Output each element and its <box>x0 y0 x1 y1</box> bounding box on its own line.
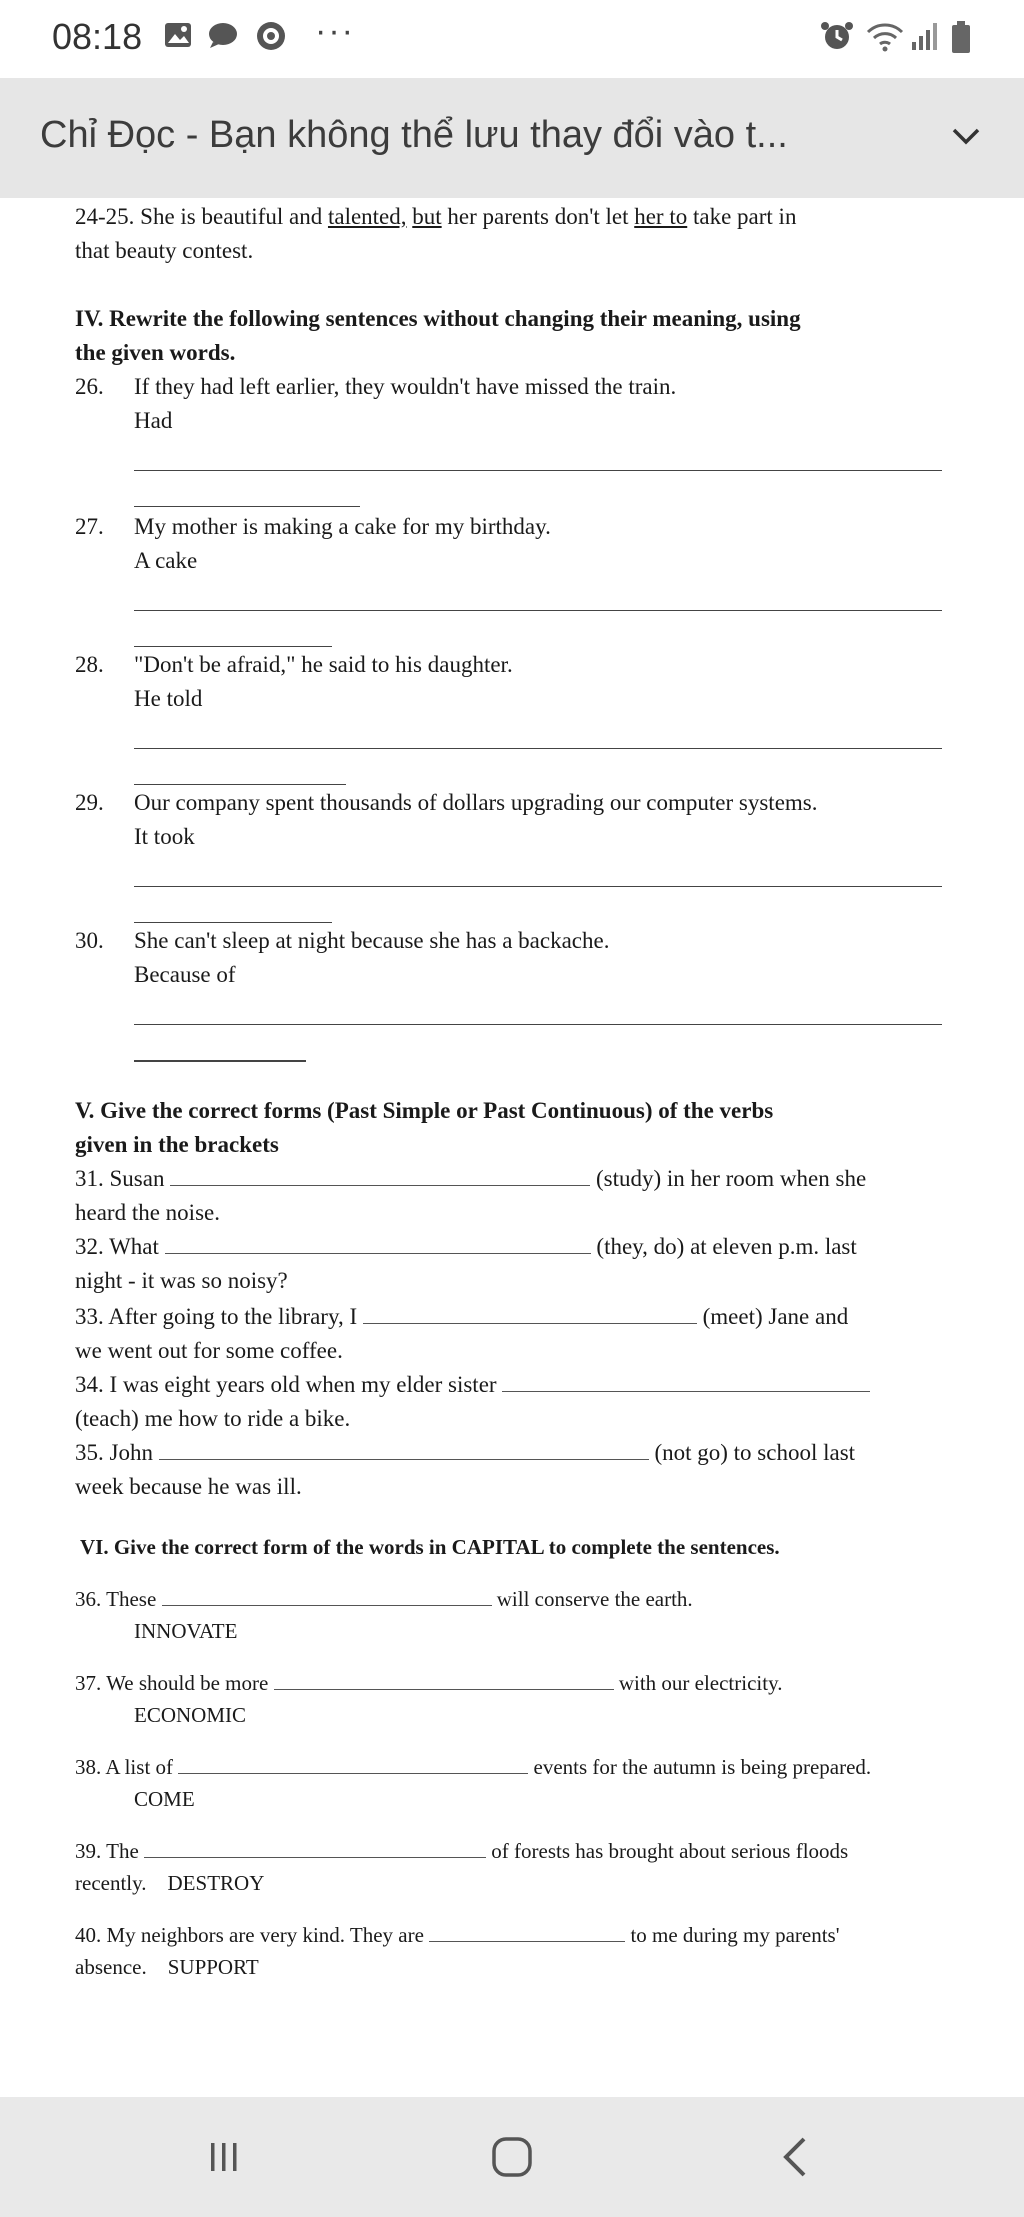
q27-number: 27. <box>75 514 104 539</box>
signal-icon <box>910 20 938 52</box>
q26-number: 26. <box>75 374 104 399</box>
q36-blank[interactable] <box>162 1604 492 1606</box>
q38-word: COME <box>134 1787 195 1811</box>
q39-blank[interactable] <box>144 1856 486 1858</box>
q36-word: INNOVATE <box>134 1619 238 1643</box>
q38: 38. A list of events for the autumn is being prepared. <box>75 1755 872 1779</box>
q34-blank[interactable] <box>502 1390 870 1392</box>
q37: 37. We should be more with our electricity. <box>75 1671 783 1695</box>
wifi-icon <box>865 20 905 52</box>
q26-answer-line-2[interactable] <box>134 506 360 507</box>
q39: 39. The of forests has brought about serious floods <box>75 1839 849 1863</box>
q30-answer-line[interactable] <box>134 1024 942 1025</box>
back-icon <box>776 2135 816 2179</box>
q30-sentence: She can't sleep at night because she has a backache. <box>134 928 610 953</box>
recents-icon <box>204 2137 244 2177</box>
q40-word: SUPPORT <box>167 1955 259 1979</box>
back-button[interactable] <box>756 2127 836 2187</box>
q40-blank[interactable] <box>429 1940 625 1942</box>
q27-answer-line[interactable] <box>134 610 942 611</box>
navigation-bar <box>0 2097 1024 2217</box>
recents-button[interactable] <box>184 2127 264 2187</box>
image-icon <box>163 20 193 50</box>
q33-blank[interactable] <box>363 1322 697 1324</box>
q32-line2: night - it was so noisy? <box>75 1268 288 1293</box>
q35-blank[interactable] <box>159 1458 649 1460</box>
document-page <box>0 198 1024 2098</box>
underlined-but: but <box>412 204 442 229</box>
q36: 36. These will conserve the earth. <box>75 1587 693 1611</box>
section-v-heading: V. Give the correct forms (Past Simple or Past Continuous) of the verbs <box>75 1098 774 1123</box>
q34-line2: (teach) me how to ride a bike. <box>75 1406 351 1431</box>
underlined-her-to: her to <box>634 204 688 229</box>
q37-blank[interactable] <box>274 1688 614 1690</box>
section-iv-heading: IV. Rewrite the following sentences without changing their meaning, using <box>75 306 801 331</box>
q40: 40. My neighbors are very kind. They are to me during my parents' <box>75 1923 840 1947</box>
q28-sentence: "Don't be afraid," he said to his daughter. <box>134 652 513 677</box>
q26-prompt: Had <box>134 408 173 433</box>
alarm-icon <box>820 20 854 52</box>
read-only-banner[interactable] <box>0 78 1024 198</box>
q38-blank[interactable] <box>178 1772 528 1774</box>
q31: 31. Susan (study) in her room when she <box>75 1166 867 1191</box>
q29-sentence: Our company spent thousands of dollars upgrading our computer systems. <box>134 790 818 815</box>
q32: 32. What (they, do) at eleven p.m. last <box>75 1234 857 1259</box>
q39-word: DESTROY <box>167 1871 265 1895</box>
q33-line2: we went out for some coffee. <box>75 1338 343 1363</box>
q28-number: 28. <box>75 652 104 677</box>
q29-prompt: It took <box>134 824 195 849</box>
home-button[interactable] <box>472 2127 552 2187</box>
q28-answer-line[interactable] <box>134 748 942 749</box>
q29-answer-line[interactable] <box>134 886 942 887</box>
q27-prompt: A cake <box>134 548 198 573</box>
q31-line2: heard the noise. <box>75 1200 220 1225</box>
q30-prompt: Because of <box>134 962 236 987</box>
more-notifications: ··· <box>315 12 355 50</box>
q30-number: 30. <box>75 928 104 953</box>
q32-blank[interactable] <box>165 1252 591 1254</box>
clock: 08:18 <box>52 16 143 57</box>
q27-answer-line-2[interactable] <box>134 646 332 647</box>
question-24-25: 24-25. She is beautiful and talented, but her parents don't let her to take part in <box>75 204 797 229</box>
q28-prompt: He told <box>134 686 203 711</box>
q35-line2: week because he was ill. <box>75 1474 302 1499</box>
q26-sentence: If they had left earlier, they wouldn't have missed the train. <box>134 374 677 399</box>
section-v-heading-line2: given in the brackets <box>75 1132 279 1157</box>
q37-word: ECONOMIC <box>134 1703 247 1727</box>
q31-blank[interactable] <box>170 1184 590 1186</box>
q35: 35. John (not go) to school last <box>75 1440 856 1465</box>
section-iv-heading-line2: the given words. <box>75 340 236 365</box>
messenger-icon <box>255 20 287 52</box>
q26-answer-line[interactable] <box>134 470 942 471</box>
status-bar <box>0 0 1024 78</box>
chevron-down-icon[interactable] <box>948 122 984 150</box>
q27-sentence: My mother is making a cake for my birthday. <box>134 514 551 539</box>
q28-answer-line-2[interactable] <box>134 784 346 785</box>
q30-answer-line-2[interactable] <box>134 1060 306 1062</box>
battery-icon <box>950 20 972 54</box>
home-icon <box>490 2135 534 2179</box>
q40-line2: absence. SUPPORT <box>75 1955 259 1979</box>
underlined-talented: talented, <box>327 204 407 229</box>
chat-icon <box>207 20 239 50</box>
section-vi-heading: VI. Give the correct form of the words in CAPITAL to complete the sentences. <box>80 1535 780 1559</box>
question-24-25-line2: that beauty contest. <box>75 238 254 263</box>
q34: 34. I was eight years old when my elder sister <box>75 1370 870 1400</box>
q29-number: 29. <box>75 790 104 815</box>
read-only-text: Chỉ Đọc - Bạn không thể lưu thay đổi vào t... <box>40 114 788 156</box>
q39-line2: recently. DESTROY <box>75 1871 265 1895</box>
q33: 33. After going to the library, I (meet) Jane and <box>75 1304 849 1329</box>
q29-answer-line-2[interactable] <box>134 922 332 923</box>
